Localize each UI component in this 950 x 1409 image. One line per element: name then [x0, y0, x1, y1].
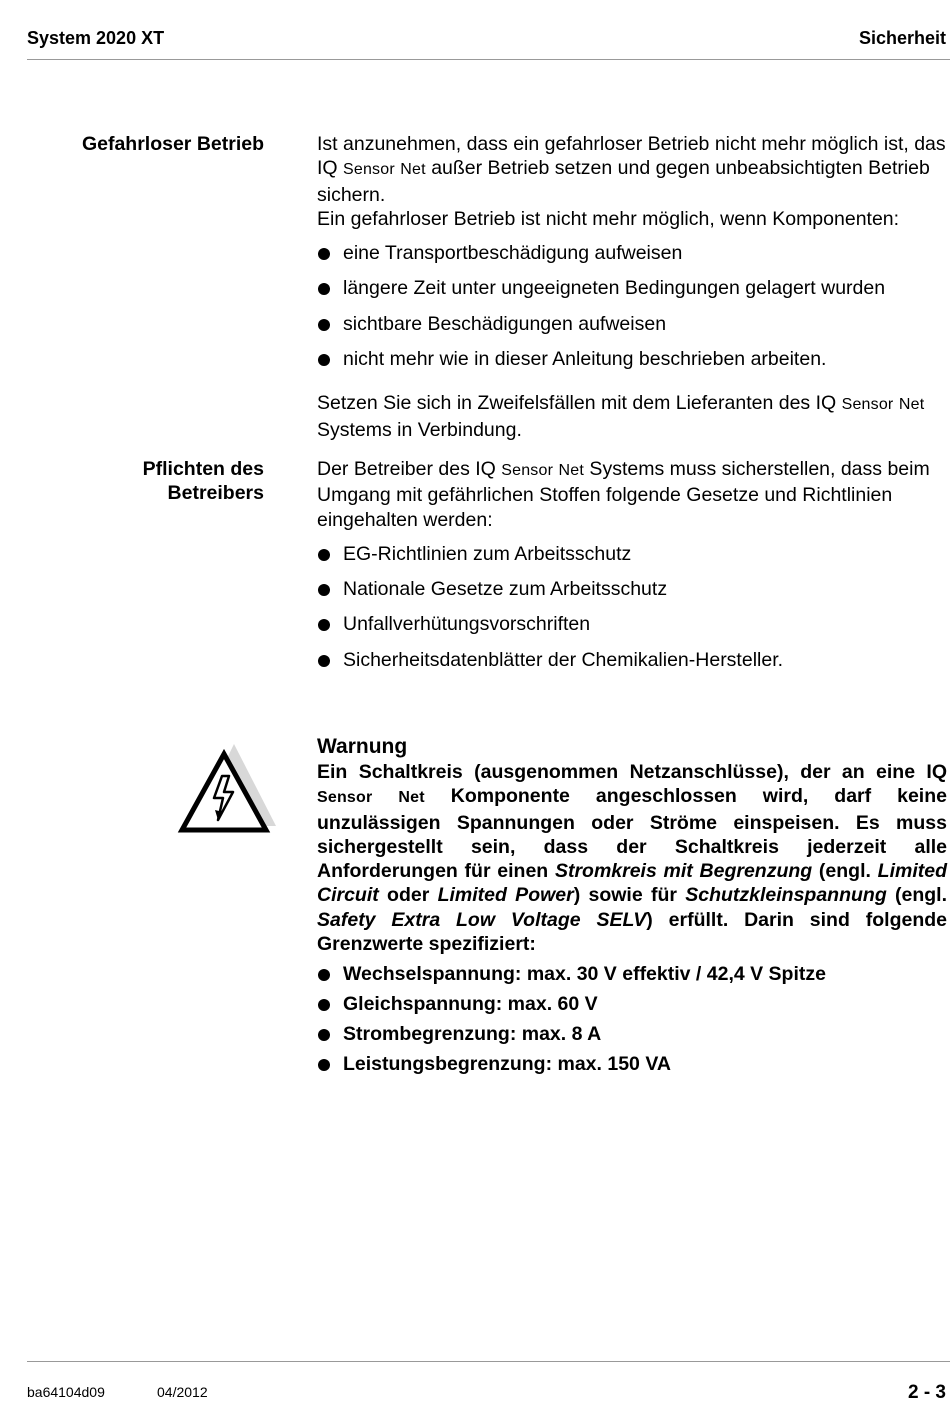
page-number: 2 - 3 — [907, 1382, 946, 1403]
section-heading-operator-duties: Pflichten des Betreibers — [142, 458, 264, 504]
list-item: Strombegrenzung: max. 8 A — [317, 1022, 947, 1046]
list-item: Wechselspannung: max. 30 V effektiv / 42,4 V Spitze — [317, 962, 947, 986]
list-item: Unfallverhütungsvorschriften — [317, 612, 947, 636]
section-body-operator-duties — [317, 457, 947, 683]
footer-date: 04/2012 — [157, 1384, 208, 1400]
list-item: Gleichspannung: max. 60 V — [317, 992, 947, 1016]
section-heading-safe-operation: Gefahrloser Betrieb — [81, 133, 264, 155]
list-item: Sicherheitsdatenblätter der Chemikalien-Hersteller. — [317, 648, 947, 672]
running-header-title: System 2020 XT — [27, 28, 165, 48]
high-voltage-warning-icon — [176, 740, 278, 834]
warning-block — [317, 734, 947, 1082]
running-header-chapter: Sicherheit — [858, 28, 946, 48]
footer-document-number: ba64104d09 — [27, 1384, 105, 1400]
safe-operation-closing: Setzen Sie sich in Zweifelsfällen mit dem Lieferanten des IQ Sensor Net Systems in Verbindung. — [317, 392, 925, 441]
list-item: sichtbare Beschädigungen aufweisen — [317, 312, 947, 336]
warning-text: Ein Schaltkreis (ausgenommen Netzanschlüsse), der an eine IQ Sensor Net Komponente angeschlossen wird, darf keine unzulässigen Spannungen oder Ströme einspeisen. Es muss sichergestellt sein, dass der Schaltkreis jederzeit alle Anforderungen für einen Stromkreis mit Begrenzung (engl. Limited Circuit oder Limited Power) sowie für Schutzkleinspannung (engl. Safety Extra Low Voltage SELV) erfüllt. Darin sind folgende Grenzwerte spezifiziert: — [317, 761, 948, 956]
warning-limits-list — [317, 962, 947, 1076]
warning-title: Warnung — [317, 735, 408, 758]
list-item: nicht mehr wie in dieser Anleitung beschrieben arbeiten. — [317, 347, 947, 371]
list-item: Nationale Gesetze zum Arbeitsschutz — [317, 577, 947, 601]
section-body-safe-operation — [317, 132, 947, 442]
list-item: Leistungsbegrenzung: max. 150 VA — [317, 1052, 947, 1076]
operator-duties-intro: Der Betreiber des IQ Sensor Net Systems muss sicherstellen, dass beim Umgang mit gefährlichen Stoffen folgende Gesetze und Richtlinien eingehalten werden: — [317, 458, 930, 531]
operator-duties-bullet-list — [317, 542, 947, 672]
list-item: längere Zeit unter ungeeigneten Bedingungen gelagert wurden — [317, 276, 947, 300]
safe-operation-lead: Ein gefahrloser Betrieb ist nicht mehr möglich, wenn Komponenten: — [317, 207, 900, 230]
footer-divider — [27, 1361, 950, 1362]
list-item: EG-Richtlinien zum Arbeitsschutz — [317, 542, 947, 566]
header-divider — [27, 59, 950, 60]
list-item: eine Transportbeschädigung aufweisen — [317, 241, 947, 265]
safe-operation-intro: Ist anzunehmen, dass ein gefahrloser Betrieb nicht mehr möglich ist, das IQ Sensor Net außer Betrieb setzen und gegen unbeabsichtigten Betrieb sichern. — [317, 133, 946, 206]
safe-operation-bullet-list — [317, 241, 947, 371]
